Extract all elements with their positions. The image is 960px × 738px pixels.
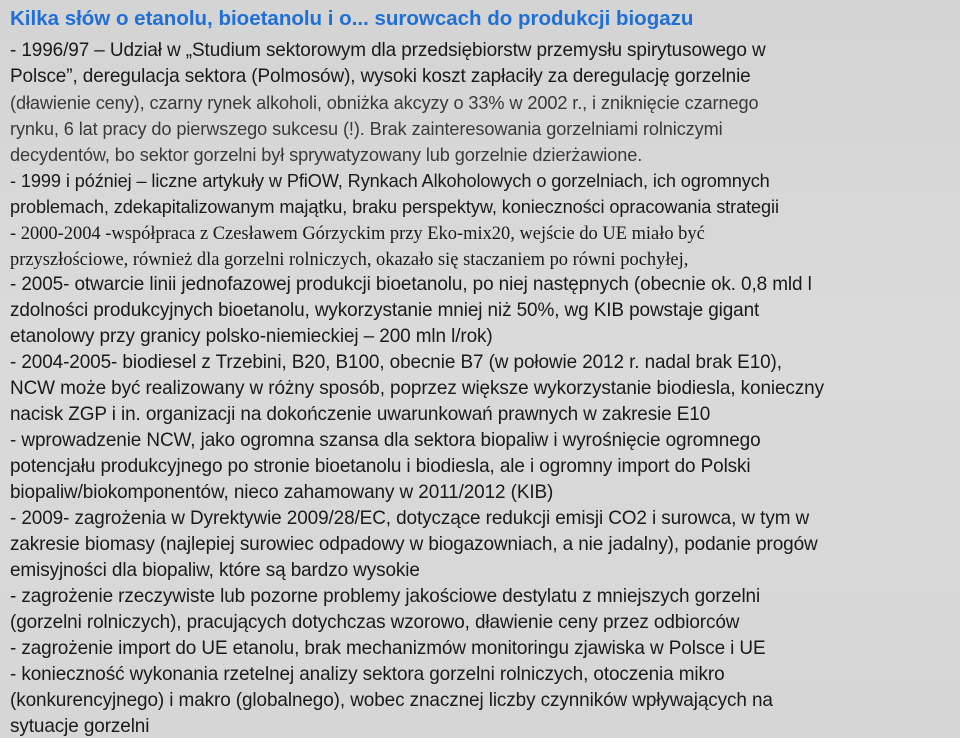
text-line: - 2005- otwarcie linii jednofazowej produkcji bioetanolu, po niej następnych (obecnie ok. 0,8 mld l — [10, 274, 812, 295]
text-line: zakresie biomasy (najlepiej surowiec odpadowy w biogazowniach, a nie jadalny), podanie progów — [10, 534, 818, 555]
text-line: biopaliw/biokomponentów, nieco zahamowany w 2011/2012 (KIB) — [10, 482, 554, 503]
text-line: NCW może być realizowany w różny sposób, poprzez większe wykorzystanie biodiesla, konieczny — [10, 378, 824, 399]
text-line: emisyjności dla biopaliw, które są bardzo wysokie — [10, 560, 420, 581]
text-line: nacisk ZGP i in. organizacji na dokończenie uwarunkowań prawnych w zakresie E10 — [10, 404, 711, 425]
text-line: (konkurencyjnego) i makro (globalnego), wobec znacznej liczby czynników wpływających na — [10, 690, 773, 711]
text-line: - zagrożenie rzeczywiste lub pozorne problemy jakościowe destylatu z mniejszych gorzelni — [10, 586, 761, 607]
text-line: decydentów, bo sektor gorzelni był sprywatyzowany lub gorzelnie dzierżawione. — [10, 145, 643, 165]
text-line: problemach, zdekapitalizowanym majątku, braku perspektyw, konieczności opracowania strategii — [10, 197, 779, 217]
text-line: - wprowadzenie NCW, jako ogromna szansa dla sektora biopaliw i wyrośnięcie ogromnego — [10, 430, 761, 451]
text-line: - 1999 i później – liczne artykuły w PfiOW, Rynkach Alkoholowych o gorzelniach, ich ogromnych — [10, 171, 770, 191]
text-line: (gorzelni rolniczych), pracujących dotychczas wzorowo, dławienie ceny przez odbiorców — [10, 612, 740, 633]
text-line: etanolowy przy granicy polsko-niemieckiej – 200 mln l/rok) — [10, 326, 493, 347]
text-line: Polsce”, deregulacja sektora (Polmosów), wysoki koszt zapłaciły za deregulację gorzelnie — [10, 66, 751, 87]
text-line: - 1996/97 – Udział w „Studium sektorowym dla przedsiębiorstw przemysłu spirytusowego w — [10, 40, 766, 61]
text-line: - 2009- zagrożenia w Dyrektywie 2009/28/EC, dotyczące redukcji emisji CO2 i surowca, w tym w — [10, 508, 810, 529]
text-line: zdolności produkcyjnych bioetanolu, wykorzystanie mniej niż 50%, wg KIB powstaje gigant — [10, 300, 760, 321]
text-line: przyszłościowe, również dla gorzelni rolniczych, okazało się staczaniem po równi pochyłej, — [10, 249, 689, 269]
text-line: - zagrożenie import do UE etanolu, brak mechanizmów monitoringu zjawiska w Polsce i UE — [10, 638, 766, 659]
text-line: rynku, 6 lat pracy do pierwszego sukcesu (!). Brak zainteresowania gorzelniami rolniczymi — [10, 119, 723, 139]
slide-title: Kilka słów o etanolu, bioetanolu i o... surowcach do produkcji biogazu — [10, 7, 694, 30]
text-line: - 2000-2004 -współpraca z Czesławem Górzyckim przy Eko-mix20, wejście do UE miało być — [10, 223, 705, 243]
text-line: sytuacje gorzelni — [10, 716, 150, 737]
slide-body — [10, 38, 958, 738]
text-line: (dławienie ceny), czarny rynek alkoholi, obniżka akcyzy o 33% w 2002 r., i zniknięcie czarnego — [10, 93, 759, 113]
text-line: potencjału produkcyjnego po stronie bioetanolu i biodiesla, ale i ogromny import do Polski — [10, 456, 751, 477]
text-line: - konieczność wykonania rzetelnej analizy sektora gorzelni rolniczych, otoczenia mikro — [10, 664, 725, 685]
text-line: - 2004-2005- biodiesel z Trzebini, B20, B100, obecnie B7 (w połowie 2012 r. nadal brak E10), — [10, 352, 782, 373]
